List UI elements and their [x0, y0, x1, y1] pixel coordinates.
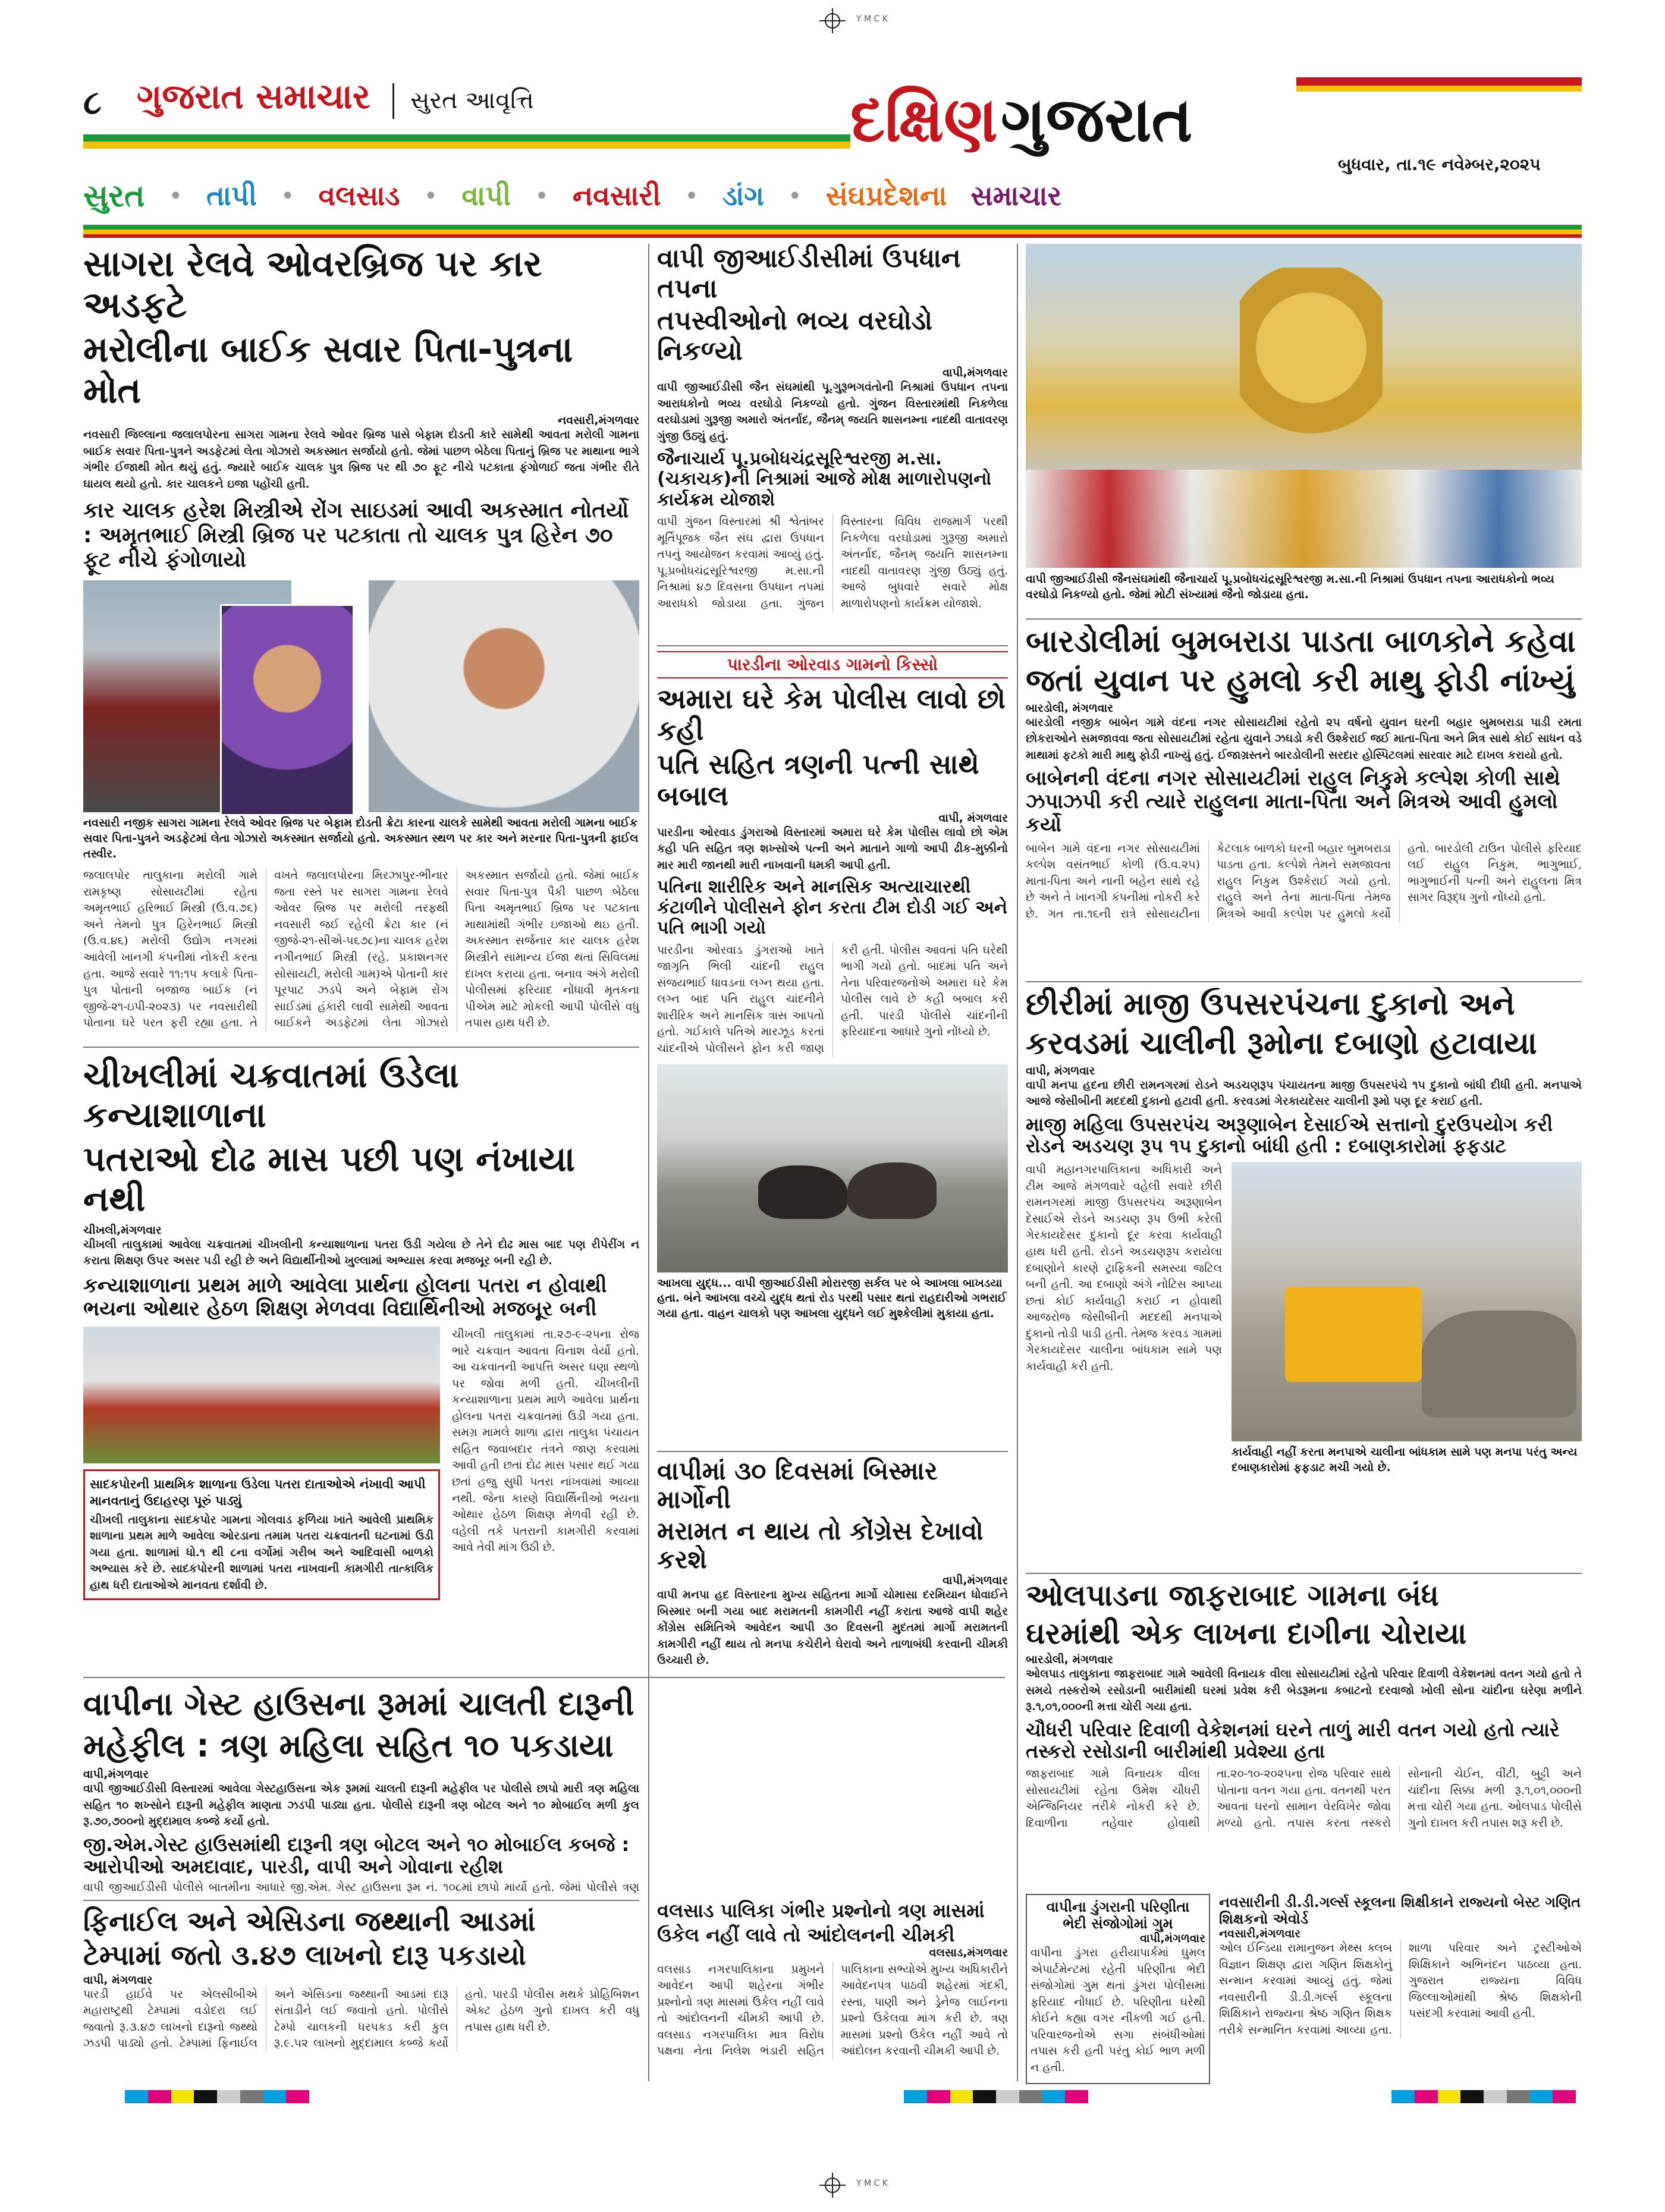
lead-upadhan: વાપી જીઆઈડીસી જૈન સંઘમાંથી પૂ.ગુરૂભગવંતોની નિશ્રામાં ઉપધાન તપના આરાધકોનો ભવ્ય વરઘોડો નિકળ્યો હતો. ગુંજન વિસ્તારમાંથી નિકળેલા વરઘોડામાં ગુરૂજી અમારો અંતર્નાદ, જૈનમ્ જયતિ શાસનમ્ના નાદથી વાતાવરણ ગુંજી ઉઠ્યું હતું.	[657, 381, 1008, 444]
lead-vapi-roads: વાપી મનપા હદ વિસ્તારના મુખ્ય સહિતના માર્ગો ચોમાસા દરમિયાન ધોવાઈને બિસ્માર બની ગયા બાદ મરામતની કામગીરી નહીં કરાતા આજે વાપી શહેર કોંગ્રેસ સમિતિએ આવેદન આપી ૩૦ દિવસની મુદતમાં માર્ગો મરામતની કામગીરી નહીં થાય તો મનપા કચેરીને ઘેરાવો અને તાળાબંધી કરવાની ચીમકી ઉચ્ચારી છે.	[657, 1588, 1008, 1667]
headline-pardi-liquor-1: ફિનાઈલ અને એસિડના જથ્થાની આડમાં	[83, 1906, 536, 1937]
body-pardi-police-cols	[657, 942, 1008, 1057]
caption-jain-procession: વાપી જીઆઈડીસી જૈનસંઘમાંથી જૈનાચાર્ય પૂ.પ્રબોધચંદ્રસૂરિશ્વરજી મ.સા.ની નિશ્રામાં ઉપધાન તપના આરાધકોનો ભવ્ય વરઘોડો નિકળ્યો હતો. જેમાં મોટી સંખ્યામાં જૈનો જોડાયા હતા.	[1026, 573, 1554, 601]
lead-vapi-liquor: વાપી જીઆઈડીસી વિસ્તારમાં આવેલા ગેસ્ટહાઉસના એક રૂમમાં ચાલતી દારૂની મહેફીલ પર પોલીસે છાપો મારી ત્રણ મહિલા સહિત ૧૦ શખ્સોને દારૂની મહેફીલ માણતા ઝડપી પાડ્યા હતા. પોલીસે દારૂની ત્રણ બોટલ અને ૧૦ મોબાઈલ મળી કુલ રૂ.૭૦,૭૦૦નો મુદ્દામાલ કબ્જે કર્યો હતો.	[83, 1782, 639, 1828]
brand-name: ગુજરાત સમાચાર	[137, 76, 370, 117]
byline-chhiri: વાપી, મંગળવાર	[1026, 1064, 1095, 1077]
section-title-dakshin: દક્ષિણ	[850, 83, 998, 156]
nav-navsari[interactable]: નવસારી	[572, 180, 661, 212]
headline-sagara-2: મરોલીના બાઈક સવાર પિતા-પુત્રના મોત	[83, 329, 573, 411]
section-title-gujarat: ગુજરાત	[1000, 83, 1193, 156]
byline-vapi-dungra: વાપી,મંગળવાર	[1140, 1932, 1205, 1945]
headline-vapi-liquor-1: વાપીના ગેસ્ટ હાઉસના રૂમમાં ચાલતી દારૂની	[83, 1686, 634, 1723]
photo-bull-fight	[657, 1064, 1008, 1272]
headline-pardi-liquor-2: ટેમ્પામાં જતો ૩.૪૭ લાખનો દારૂ પકડાયો	[83, 1938, 526, 1971]
header-stripe-yellow	[83, 142, 850, 149]
body-upadhan: વાપી ગુંજન વિસ્તારમાં શ્રી શ્વેતાંબર મૂર્તિપૂજક જૈન સંઘ દ્વારા ઉપધાન તપનું આયોજન કરવામાં આવ્યું હતું. પૂ.પ્રબોધચંદ્રસૂરિશ્વરજી મ.સા.ની નિશ્રામાં ૪૭ દિવસના ઉપધાન તપમાં આરાધકો જોડાયા હતા. ગુંજન વિસ્તારના વિવિધ રાજમાર્ગ પરથી નિકળેલા વરઘોડામાં ગુરૂજી અમારો અંતર્નાદ, જૈનમ્ જયતિ શાસનમ્ના નાદથી વાતાવરણ ગુંજી ઉઠ્યું હતું. આજે બુધવારે સવારે મોક્ષ માળારોપણનો કાર્યક્રમ યોજાશે.	[657, 515, 1008, 610]
divider-right-1	[1026, 618, 1582, 620]
color-bar-mid	[904, 2090, 1088, 2103]
headline-olpad-1: ઓલપાડના જાફરાબાદ ગામના બંધ	[1026, 1579, 1439, 1613]
photo-chikhli-school	[83, 1327, 440, 1463]
headline-vapi-liquor-2: મહેફીલ : ત્રણ મહિલા સહિત ૧૦ પકડાયા	[83, 1727, 614, 1765]
article-vapi-roads	[657, 1457, 1008, 1671]
header-divider	[392, 83, 394, 119]
bull-left	[758, 1165, 847, 1219]
body-vapi-liquor: વાપી જીઆઈડીસી પોલીસે બાતમીના આધારે જી.એમ. ગેસ્ટ હાઉસના રૂમ નં. ૧૦૮માં છાપો માર્યો હતો. જેમાં પોલીસે ત્રણ	[83, 1881, 639, 1894]
divider-left-3	[83, 1900, 639, 1901]
headline-chhiri-1: છીરીમાં માજી ઉપસરપંચના દુકાનો અને	[1026, 987, 1515, 1022]
nav-sep: •	[423, 183, 438, 210]
caption-demolition: કાર્યવાહી નહીં કરતા મનપાએ ચાલીના બાંધકામ સામે પણ મનપા પરંતુ અન્ય દબાણકારોમાં ફફડાટ મચી ગયો છે.	[1232, 1446, 1578, 1474]
headline-vapi-roads-1: વાપીમાં ૩૦ દિવસમાં બિસ્માર માર્ગોની	[657, 1457, 938, 1515]
header-stripe-red-right	[1296, 77, 1582, 86]
headline-chikhli-1: ચીખલીમાં ચક્રવાતમાં ઉડેલા કન્યાશાળાના	[83, 1055, 459, 1135]
caption-sagara: નવસારી નજીક સાગરા ગામના રેલવે ઓવર બ્રિજ પર બેફામ દોડતી ક્રેટા કારના ચાલકે સામેથી આવતા મરોલી ગામના બાઈક સવાર પિતા-પુત્રને અડફેટમાં લેતા ગોઝારો અકસ્માત સર્જાયો હતો. અકસ્માત સ્થળ પર કાર અને મરનાર પિતા-પુત્રની ફાઈલ તસ્વીર.	[83, 816, 639, 860]
nav-rule-yellow	[83, 230, 1582, 234]
headline-upadhan-2: તપસ્વીઓનો ભવ્ય વરઘોડો નિકળ્યો	[657, 306, 933, 366]
article-pardi-police	[657, 651, 1008, 1448]
byline-upadhan: વાપી,મંગળવાર	[943, 366, 1008, 380]
headline-bardoli-1: બારડોલીમાં બુમબરાડા પાડતા બાળકોને કહેવા	[1026, 624, 1576, 659]
body-bardoli-cols	[1026, 841, 1582, 923]
photo-demolition	[1232, 1162, 1582, 1441]
article-vapi-liquor	[83, 1686, 639, 1894]
body-navsari-teacher-cols	[1219, 1940, 1582, 2038]
photo-lion-statue	[1240, 268, 1383, 446]
article-bardoli	[1026, 624, 1582, 975]
nav-sep: •	[787, 183, 802, 210]
subhead-olpad: ચૌધરી પરિવાર દિવાળી વેકેશનમાં ઘરને તાળું મારી વતન ગયો હતો ત્યારે તસ્કરો રસોડાની બારીમાંથી પ્રવેશ્યા હતા	[1026, 1718, 1560, 1763]
lead-chhiri: વાપી મનપા હદના છીરી રામનગરમાં રોડને અડચણરૂપ પંચાયતના માજી ઉપસરપંચે ૧૫ દુકાનો બાંધી દીધી હતી. મનપાએ આજે જેસીબીની મદદથી દુકાનો હટાવી હતી. કરવડમાં ગેરકાયદેસર ચાલીની રૂમો પણ દૂર કરાઈ હતી.	[1026, 1078, 1582, 1108]
header-stripe-yellow-right	[1296, 86, 1582, 92]
nav-dang[interactable]: ડાંગ	[722, 180, 764, 212]
kicker-pardi-police: પારડીના ઓરવાડ ગામનો કિસ્સો	[657, 651, 1008, 678]
body-pardi-liquor: પારડી હાઈવે પર એલસીબીએ મહારાષ્ટ્રથી ટેમ્પામાં વડોદરા લઈ જવાતો રૂ.૩.૪૭ લાખનો દારૂનો જથ્થો ઝડપી પાડ્યો હતો. ટેમ્પામાં ફિનાઈલ અને એસિડના જથ્થાની આડમાં દારૂ સંતાડીને લઈ જવાતો હતો. પોલીસે ટેમ્પો ચાલકની ધરપકડ કરી કુલ રૂ.૯.૫૨ લાખનો મુદ્દામાલ કબ્જે કર્યો હતો. પારડી પોલીસ મથકે પ્રોહિબિશન એક્ટ હેઠળ ગુનો દાખલ કરી વધુ તપાસ હાથ ધરી છે.	[83, 1987, 639, 2050]
headline-vapi-dungra-1: વાપીના ડુંગરાની પરિણીતા	[1046, 1899, 1190, 1915]
article-vapi-dungra	[1026, 1894, 1210, 2084]
subhead-chikhli: કન્યાશાળાના પ્રથમ માળે આવેલા પ્રાર્થના હોલના પતરા ન હોવાથી ભયના ઓથાર હેઠળ શિક્ષણ મેળવવા વિદ્યાર્થિનીઓ મજબૂર બની	[83, 1273, 607, 1321]
divider-right-3	[1026, 1573, 1582, 1574]
registration-mark-top	[813, 6, 852, 36]
byline-vapi-roads: વાપી,મંગળવાર	[943, 1574, 1008, 1588]
caption-sadakpor: સાદકપોરની પ્રાથમિક શાળાના ઉડેલા પતરા દાતાઓએ નંખાવી આપી માનવતાનું ઉદાહરણ પૂરું પાડ્યું	[90, 1477, 426, 1509]
byline-olpad: બારડોલી, મંગળવાર	[1026, 1653, 1113, 1666]
nav-sep: •	[535, 183, 549, 210]
body-olpad: જાફરાબાદ ગામે વિનાયક વીલા સોસાયટીમાં રહેતા ઉમેશ ચૌધરી એન્જિનિયર તરીકે નોકરી કરે છે. દિવાળીના તહેવાર હોવાથી તા.૨૦-૧૦-૨૦૨૫ના રોજ પરિવાર સાથે પોતાના વતન ગયા હતા. વતનથી પરત આવતા ઘરનો સામાન વેરવિખેર જોવા મળ્યો હતો. તપાસ કરતા તસ્કરો સોનાની ચેઈન, વીંટી, બુટ્ટી અને ચાંદીના સિક્કા મળી રૂ.૧,૦૧,૦૦૦ની મત્તા ચોરી ગયા હતા. ઓલપાડ પોલીસે ગુનો દાખલ કરી તપાસ શરૂ કરી છે.	[1026, 1767, 1582, 1830]
byline-navsari-teacher: નવસારી,મંગળવાર	[1219, 1927, 1300, 1940]
headline-bardoli-2: જતાં યુવાન પર હુમલો કરી માથુ ફોડી નાંખ્યું	[1026, 662, 1575, 699]
byline-vapi-liquor: વાપી,મંગળવાર	[83, 1768, 149, 1781]
nav-valsad[interactable]: વલસાડ	[318, 180, 400, 212]
nav-surat[interactable]: સુરત	[83, 178, 145, 214]
photo-jain-procession	[1026, 244, 1582, 568]
photo-rubble	[1422, 1311, 1576, 1418]
nav-sangh[interactable]: સંઘપ્રદેશના	[825, 180, 947, 212]
lead-olpad: ઓલપાડ તાલુકાના જાફરાબાદ ગામે આવેલી વિનાયક વીલા સોસાયટીમાં રહેતો પરિવાર દિવાળી વેકેશનમાં વતન ગયો હતો તે સમયે તસ્કરોએ રસોડાની બારીમાંથી ઘરમાં પ્રવેશ કરી બેડરૂમના કબાટનો દરવાજો ખોલી સોના ચાંદીના ઘરેણા મળીને રૂ.૧,૦૧,૦૦૦ની મત્તા ચોરી ગયા હતા.	[1026, 1667, 1582, 1714]
column-divider-2	[1017, 244, 1018, 2081]
subhead-pardi-police: પતિના શારીરિક અને માનસિક અત્યાચારથી કંટાળીને પોલીસને ફોન કરતા ટીમ દોડી ગઈ અને પતિ ભાગી ગયો	[657, 876, 1008, 939]
body-olpad-cols	[1026, 1766, 1582, 1831]
caption-bull-fight: આખલા યુદ્ધ... વાપી જીઆઈડીસી મોરારજી સર્કલ પર બે આખલા બાખડયા હતા. બંને આખલા વચ્ચે યુદ્ધ થતાં રોડ પરથી પસાર થતાં રાહદારીઓ ગભરાઈ ગયા હતા. વાહન ચાલકો પણ આખલા યુદ્ધને લઈ મુશ્કેલીમાં મુકાયા હતા.	[657, 1276, 1007, 1320]
lead-bardoli: બારડોલી નજીક બાબેન ગામે વંદના નગર સોસાયટીમાં રહેતો ૨૫ વર્ષનો યુવાન ઘરની બહાર બુમબરાડા પાડી રમતા છોકરાઓને સમજાવવા જતા સોસાયટીમાં રહેતા યુવાને ઝઘડો કરી ઉશ્કેરાઈ જઈ માતા-પિતા અને મિત્ર સાથે કોઈ સાધન વડે માથામાં ફટકો મારી માથુ ફોડી નાખ્યું હતું. ઈજાગ્રસ્તને બારડોલીની સરદાર હોસ્પિટલમાં સારવાર માટે દાખલ કરાયો હતો.	[1026, 715, 1582, 762]
divider-left-2	[83, 1677, 1005, 1678]
color-bar-left	[125, 2090, 309, 2103]
nav-sep: •	[168, 183, 183, 210]
sidebar-sadakpor-text: ચીખલી તાલુકાના સાદકપોર ગામના ગોલવાડ ફળિયા ખાતે આવેલી પ્રાથમિક શાળાના પ્રથમ માળે આવેલા ઓરડાના તમામ પતરા ચક્રવાતની ઘટનામાં ઉડી ગયા હતા. શાળામાં ધો.૧ થી ૮ના વર્ગોમાં ગરીબ અને આદિવાસી બાળકો અભ્યાસ કરે છે. સાદકપોરની શાળામાં પતરા નાખવાની કામગીરી તાત્કાલિક હાથ ધરી દાતાઓએ માનવતા દર્શાવી છે.	[90, 1513, 433, 1592]
subhead-upadhan: જૈનાચાર્ય પૂ.પ્રબોધચંદ્રસૂરિશ્વરજી મ.સા.(ચકાચક)ની નિશ્રામાં આજે મોક્ષ માળારોપણનો કાર્યક્રમ યોજાશે	[657, 448, 992, 510]
headline-chhiri-2: કરવડમાં ચાલીની રૂમોના દબાણો હટાવાયા	[1026, 1025, 1537, 1061]
subhead-vapi-liquor: જી.એમ.ગેસ્ટ હાઉસમાંથી દારૂની ત્રણ બોટલ અને ૧૦ મોબાઈલ કબજે : આરોપીઓ અમદાવાદ, પારડી, વાપી અને ગોવાના રહીશ	[83, 1833, 630, 1878]
article-navsari-teacher	[1219, 1894, 1582, 2084]
lead-sagara: નવસારી જિલ્લાના જલાલપોરના સાગરા ગામના રેલવે ઓવર બ્રિજ પાસે બેફામ દોડતી કારે સામેથી આવતા મરોલી ગામના બાઈક સવાર પિતા-પુત્રને અડફેટમાં લેતા ગોઝારો અકસ્માત સર્જાયો હતો. જેમાં પાછળ બેઠેલા પિતાનું બ્રિજ પર માથાના ભાગે ગંભીર ઈજાથી મોત થયું હતું. જ્યારે બાઈક ચાલક પુત્ર બ્રિજ પર થી ૭૦ ફૂટ નીચે પટકાતા ફંગોળાઈ જતા ગંભીર રીતે ઘાયલ થયો હતો. કાર ચાલકને ઇજા પહોંચી હતી.	[83, 428, 639, 491]
headline-valsad-palika-2: ઉકેલ નહીં લાવે તો આંદોલનની ચીમકી	[657, 1923, 955, 1946]
body-pardi-police: પારડીના ઓરવાડ ડુંગરાઓ ખાતે જાગૃતિ ભિલી ચાંદની રાહુલ સંજયભાઈ ધાવડના લગ્ન થયા હતા. લગ્ન બાદ પતિ રાહુલ ચાંદનીને શારીરિક અને માનસિક ત્રાસ આપતો હતો. ગઈકાલે પતિએ મારઝૂડ કરતાં ચાંદનીએ પોલીસને ફોન કરી જાણ કરી હતી. પોલીસ આવતાં પતિ ઘરેથી ભાગી ગયો હતો. બાદમાં પતિ અને તેના પરિવારજનોએ અમારા ઘરે કેમ પોલીસ લાવે છે કહી બબાલ કરી હતી. પારડી પોલીસે ચાંદનીની ફરિયાદના આધારે ગુનો નોંધ્યો છે.	[657, 943, 1008, 1055]
lead-pardi-police: પારડીના ઓરવાડ ડુંગરાઓ વિસ્તારમાં અમારા ઘરે કેમ પોલીસ લાવો છો એમ કહી પતિ સહિત ત્રણ શખ્સોએ પત્ની અને માતાને ગાળો આપી ઢીક-મુક્કીનો માર મારી જાનથી મારી નાખવાની ધમકી આપી હતી.	[657, 825, 1008, 872]
issue-date: બુધવાર, તા.૧૯ નવેમ્બર,૨૦૨૫	[1338, 155, 1541, 174]
district-nav	[83, 172, 1582, 220]
byline-pardi-liquor: વાપી, મંગળવાર	[83, 1973, 153, 1987]
body-vapi-dungra: વાપીના ડુંગરા હરીયાપાર્કમાં ઘુમલ એપાર્ટમેન્ટમાં રહેતી પરિણીતા ભેદી સંજોગોમાં ગુમ થતાં ડુંગરા પોલીસમાં ફરિયાદ નોંધાઈ છે. પરિણીતા ઘરેથી કોઈને કહ્યા વગર નીકળી ગઈ હતી. પરિવારજનોએ સગા સંબંધીઓમાં તપાસ કરી હતી પરંતુ કોઈ ભાળ મળી ન હતી.	[1031, 1946, 1205, 2074]
article-sagara	[83, 244, 639, 1041]
article-olpad	[1026, 1579, 1582, 1888]
article-upadhan	[657, 244, 1008, 639]
article-pardi-liquor	[83, 1906, 639, 2084]
headline-pardi-police-2: પતિ સહિત ત્રણની પત્ની સાથે બબાલ	[657, 747, 979, 812]
subhead-bardoli: બાબેનની વંદના નગર સોસાયટીમાં રાહુલ નિકુમે કલ્પેશ કોળી સાથે ઝપાઝપી કરી ત્યારે રાહુલના માતા-પિતા અને મિત્રએ આવી હુમલો કર્યો	[1026, 766, 1560, 837]
color-bar-right	[1391, 2090, 1576, 2103]
article-chhiri	[1026, 987, 1582, 1567]
photo-father-portrait	[369, 580, 639, 812]
divider-mid-1	[657, 645, 1008, 646]
photo-sagara	[83, 580, 639, 812]
edition-label: સુરત આવૃત્તિ	[410, 87, 534, 114]
headline-olpad-2: ઘરમાંથી એક લાખના દાગીના ચોરાયા	[1026, 1616, 1467, 1651]
divider-mid-2	[657, 1451, 1008, 1452]
byline-valsad-palika: વલસાડ,મંગળવાર	[929, 1946, 1008, 1959]
body-upadhan-cols	[657, 514, 1008, 612]
headline-sagara-1: સાગરા રેલવે ઓવરબ્રિજ પર કાર અડફટે	[83, 244, 542, 326]
section-title	[850, 83, 1267, 155]
bull-right	[847, 1162, 937, 1219]
article-chikhli	[83, 1055, 639, 1671]
byline-pardi-police: વાપી, મંગળવાર	[938, 811, 1008, 825]
article-valsad-palika	[657, 1900, 1008, 2084]
photo-jcb	[1285, 1287, 1422, 1382]
body-valsad-palika: વલસાડ નગરપાલિકાના પ્રમુખને આવેદન આપી શહેરના ગંભીર પ્રશ્નોનો ત્રણ માસમાં ઉકેલ નહીં લાવે તો આંદોલનની ચીમકી આપી છે. વલસાડ નગરપાલિકા માત્ર વિરોધ પક્ષના નેતા નિલેશ ભંડારી સહિત પાલિકાના સભ્યોએ મુખ્ય અધિકારીને આવેદનપત્ર પાઠવી શહેરમાં ગંદકી, રસ્તા, પાણી અને ડ્રેનેજ લાઈનના પ્રશ્નો ઉકેલવા માંગ કરી છે. ત્રણ માસમાં પ્રશ્નો ઉકેલ નહીં આવે તો આંદોલન કરવાની ચીમકી આપી છે.	[657, 1962, 1008, 2058]
sidebar-sadakpor	[83, 1469, 440, 1600]
brand-logo	[137, 76, 381, 124]
body-chikhli: ચીખલી તાલુકામાં તા.૨૭-૯-૨૫ના રોજ ભારે ચક્રવાત આવતા વિનાશ વેર્યો હતો. આ ચક્રવાતની આપત્તિ અસર ઘણા સ્થળો પર જોવા મળી હતી. ચીખલીની કન્યાશાળાના પ્રથમ માળે આવેલા પ્રાર્થના હોલના પતરા ચક્રવાતમાં ઉડી ગયા હતા. સમગ્ર મામલે શાળા દ્વારા તાલુકા પંચાયત સહિત જવાબદાર તંત્રને જાણ કરવામાં આવી હતી છતાં દોઢ માસ પસાર થઈ ગયા છતાં હજુ સુધી પતરા નાંખવામાં આવ્યા નથી. જેના કારણે વિદ્યાર્થિનીઓ ભયના ઓથાર હેઠળ શિક્ષણ મેળવી રહી છે. વહેલી તકે પતરાની કામગીરી કરવામાં આવે તેવી માંગ ઉઠી છે.	[452, 1328, 639, 1554]
body-navsari-teacher: ઓલ ઈન્ડિયા રામાનુજન મેથ્સ ક્લબ વિજ્ઞાન શિક્ષણ દ્વારા ગણિત શિક્ષકોનું સન્માન કરવામાં આવ્યું હતું. જેમાં નવસારીની ડી.ડી.ગર્લ્સ સ્કૂલના શિક્ષિકાને રાજ્યના શ્રેષ્ઠ ગણિત શિક્ષક તરીકે સન્માનિત કરવામાં આવ્યા હતા. શાળા પરિવાર અને ટ્રસ્ટીઓએ શિક્ષિકાને અભિનંદન પાઠવ્યા હતા. ગુજરાત રાજ્યના વિવિધ જિલ્લાઓમાંથી શ્રેષ્ઠ શિક્ષકોની પસંદગી કરવામાં આવી હતી.	[1219, 1941, 1582, 2037]
registration-mark-letters-top: Y M C K	[856, 14, 888, 24]
headline-vapi-dungra-2: ભેદી સંજોગોમાં ગુમ	[1063, 1915, 1173, 1932]
nav-samachar[interactable]: સમાચાર	[970, 180, 1062, 212]
nav-tapi[interactable]: તાપી	[206, 180, 257, 212]
column-divider-1	[648, 244, 649, 2081]
body-bardoli: બાબેન ગામે વંદના નગર સોસાયટીમાં કલ્પેશ વસંતભાઈ કોળી (ઉ.વ.૨૫) માતા-પિતા અને નાની બહેન સાથે રહે છે અને તે ખાનગી કંપનીમાં નોકરી કરે છે. ગત તા.૧૬ની રાત્રે સોસાયટીના કેટલાક બાળકો ઘરની બહાર બુમબરાડા પાડતા હતા. કલ્પેશે તેમને સમજાવતા રાહુલ નિકુમ ઉશ્કેરાઈ ગયો હતો. રાહુલે અને તેના માતા-પિતા તેમજ મિત્રએ આવી કલ્પેશ પર હુમલો કર્યો હતો. બારડોલી ટાઉન પોલીસે ફરિયાદ લઈ રાહુલ નિકુમ, ભાગુભાઈ, ભાગુભાઈની પત્ની અને રાહુલના મિત્ર સાગર વિરૂદ્ધ ગુનો નોંધ્યો હતો.	[1026, 841, 1582, 920]
byline-sagara: નવસારી,મંગળવાર	[558, 414, 639, 427]
headline-vapi-roads-2: મરામત ન થાય તો કોંગ્રેસ દેખાવો કરશે	[657, 1516, 984, 1574]
headline-pardi-police-1: અમારા ઘરે કેમ પોલીસ લાવો છો કહી	[657, 683, 1006, 746]
subhead-chhiri: માજી મહિલા ઉપસરપંચ અરૂણાબેન દેસાઈએ સત્તાનો દુરઉપયોગ કરી રોડને અડચણ રૂપ ૧૫ દુકાનો બાંધી હતી : દબાણકારોમાં ફફડાટ	[1026, 1113, 1553, 1158]
headline-valsad-palika-1: વલસાડ પાલિકા ગંભીર પ્રશ્નોનો ત્રણ માસમાં	[657, 1900, 985, 1922]
subhead-sagara: કાર ચાલક હરેશ મિસ્ત્રીએ રોંગ સાઇડમાં આવી અકસ્માત નોતર્યો : અમૃતભાઈ મિસ્ત્રી બ્રિજ પર પટકાતા તો ચાલક પુત્ર હિરેન ૭૦ ફૂટ નીચે ફંગોળાયો	[83, 498, 629, 572]
photo-son-portrait	[220, 604, 354, 816]
nav-sep: •	[684, 183, 699, 210]
body-pardi-liquor-cols	[83, 1987, 639, 2052]
nav-vapi[interactable]: વાપી	[461, 180, 511, 212]
body-valsad-palika-cols	[657, 1962, 1008, 2060]
headline-navsari-teacher: નવસારીની ડી.ડી.ગર્લ્સ સ્કૂલના શિક્ષીકાને રાજ્યનો બેસ્ટ ગણિત શિક્ષકનો એવોર્ડ	[1219, 1894, 1581, 1927]
body-sagara-text: જલાલપોર તાલુકાના મરોલી ગામે રામકૃષ્ણ સોસાયટીમાં રહેતા અમૃતભાઈ હરિભાઈ મિસ્ત્રી (ઉ.વ.૭૬) અને તેમનો પુત્ર હિરેનભાઈ મિસ્ત્રી (ઉ.વ.૪૬) મરોલી ઉદ્યોગ નગરમાં આવેલી ખાનગી કંપનીમાં નોકરી કરતા હતા. આજે સવારે ૧૧:૧૫ કલાકે પિતા-પુત્ર પોતાની બજાજ બાઈક (નં જીજે-૨૧-ઇપી-૨૦૨૩) પર નવસારીથી પોતાના ઘરે પરત ફરી રહ્યા હતા. તે વખતે જલાલપોરના મિરઝાપુર-ભીનાર જતા રસ્તે પર સાગરા ગામના રેલવે ઓવર બ્રિજ પર મરોલી તરફથી નવસારી જઈ રહેલી ક્રેટા કાર (નં જીજે-૨૧-સીએ-૫૬૭૮)ના ચાલક હરેશ નગીનભાઈ મિસ્ત્રી (રહે. પ્રકાશનગર સોસાયટી, મરોલી ગામ)એ પોતાની કાર પૂરપાટ ઝડપે અને બેફામ રોંગ સાઈડમાં હંકારી લાવી સામેથી આવતા બાઈકને અડફેટમાં લેતા ગોઝારો અકસ્માત સર્જાયો હતો. જેમાં બાઈક સવાર પિતા-પુત્ર પૈકી પાછળ બેઠેલા પિતા અમૃતભાઈ બ્રિજ પર પટકાતા માથામાંથી ગંભીર ઇજાઓ થઇ હતી. અકસ્માત સર્જનાર કાર ચાલક હરેશ મિસ્ત્રીને સામાન્ય ઈજા થતાં સિવિલમાં દાખલ કરાયા હતા. બનાવ અંગે મરોલી પોલીસમાં ફરિયાદ નોંધાવી મૃતકના પીએમ માટે મોકલી આપી પોલીસે વધુ તપાસ હાથ ધરી છે.	[83, 869, 639, 1030]
page-number: ૮	[83, 83, 102, 122]
registration-mark-letters-bottom: Y M C K	[856, 2179, 888, 2188]
byline-chikhli: ચીખલી,મંગળવાર	[83, 1223, 162, 1237]
nav-sep: •	[280, 183, 295, 210]
divider-left-1	[83, 1047, 639, 1048]
nav-rule-red	[83, 234, 1582, 238]
divider-right-2	[1026, 981, 1582, 982]
headline-chikhli-2: પતરાઓ દોઢ માસ પછી પણ નંખાયા નથી	[83, 1139, 576, 1220]
header-stripe-green	[83, 134, 850, 142]
photo-crowd	[1026, 470, 1582, 568]
registration-mark-bottom	[813, 2170, 852, 2200]
byline-bardoli: બારડોલી, મંગળવાર	[1026, 701, 1113, 715]
lead-chikhli: ચીખલી તાલુકામાં આવેલા ચક્રવાતમાં ચીખલીની કન્યાશાળાના પતરા ઉડી ગયેલા છે તેને દોઢ માસ બાદ પણ રીપેરીંગ ન કરાતા શિક્ષણ ઉપર અસર પડી રહી છે અને વિદ્યાર્થીનીઓ ખુલ્લામાં અભ્યાસ કરવા મજબૂર બની રહી છે.	[83, 1237, 639, 1268]
nav-rule-green	[83, 225, 1582, 230]
body-sagara	[83, 868, 639, 1031]
headline-upadhan-1: વાપી જીઆઈડીસીમાં ઉપધાન તપના	[657, 244, 961, 304]
body-chhiri: વાપી મહાનગરપાલિકાના અધિકારી અને ટીમ આજે મંગળવારે વહેલી સવારે છીરી રામનગરમાં માજી ઉપસરપંચ અરૂણાબેન દેસાઈએ રોડને અડચણ રૂપ ઉભી કરેલી ગેરકાયદેસર દુકાનો દૂર કરવા કાર્યવાહી હાથ ધરી હતી. રોડને અડચણરૂપ કરાયેલા દબાણોને કારણે ટ્રાફિકની સમસ્યા જટિલ બની હતી. આ દબાણો અંગે નોટિસ આપ્યા છતાં કોઈ કાર્યવાહી કરાઈ ન હોવાથી આજરોજ જેસીબીની મદદથી મનપાએ દુકાનો તોડી પાડી હતી. તેમજ કરવડ ગામમાં ગેરકાયદેસર ચાલીના બાંધકામ સામે પણ કાર્યવાહી કરી હતી.	[1026, 1163, 1222, 1373]
